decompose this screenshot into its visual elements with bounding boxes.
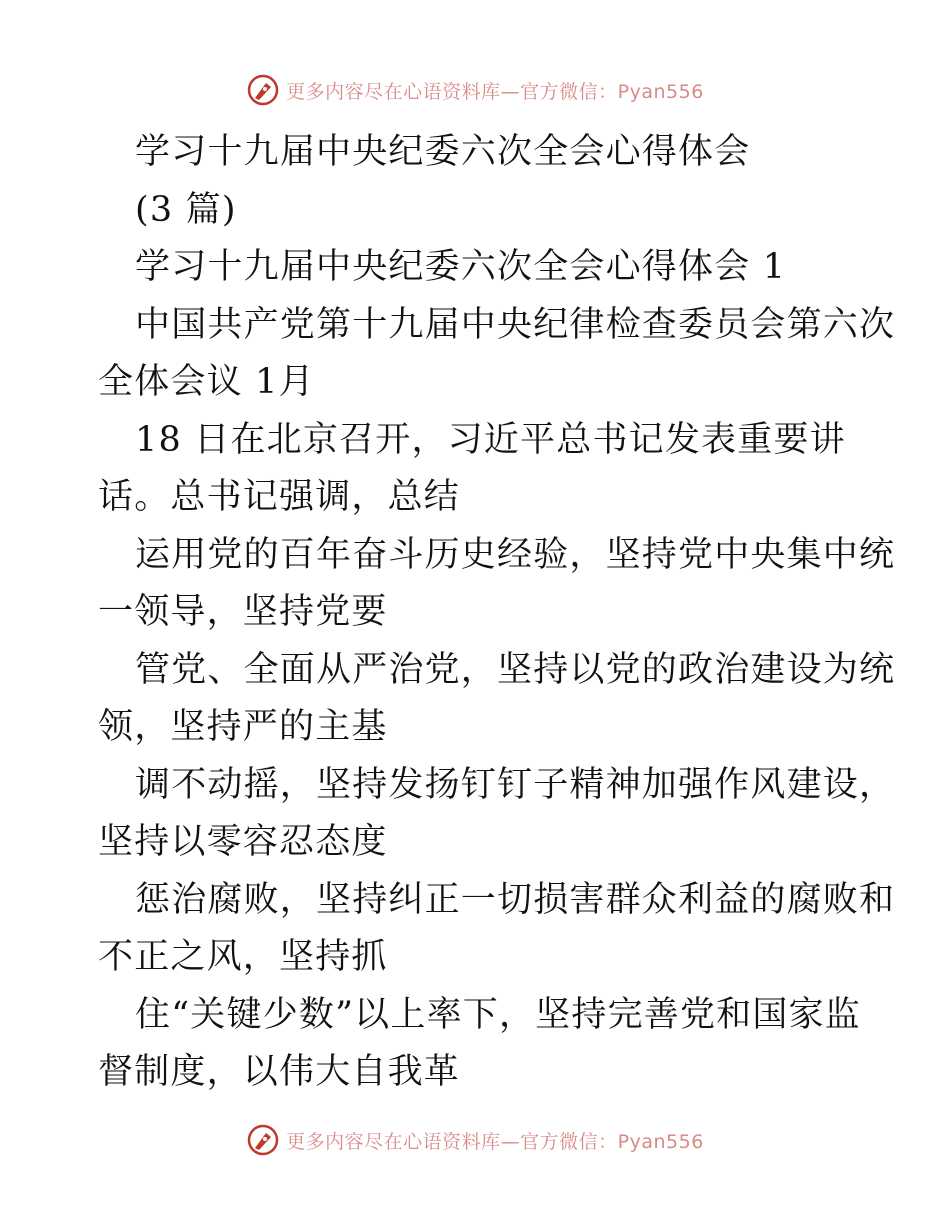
title-line-1: 学习十九届中央纪委六次全会心得体会: [135, 132, 751, 172]
title-line-2: (3 篇): [135, 190, 237, 230]
header-banner-text: 更多内容尽在心语资料库—官方微信：Pyan556: [286, 80, 704, 103]
paragraph-line: 话。总书记强调，总结: [98, 477, 461, 517]
paragraph-line: 督制度，以伟大自我革: [98, 1052, 461, 1092]
footer-banner: [0, 1120, 950, 1160]
pen-nib-logo-icon: [246, 1123, 280, 1157]
paragraph-line: 18 日在北京召开，习近平总书记发表重要讲: [135, 420, 846, 460]
section-heading: 学习十九届中央纪委六次全会心得体会 1: [135, 247, 787, 287]
paragraph-line: 全体会议 1月: [98, 362, 315, 402]
paragraph-line: 领，坚持严的主基: [98, 707, 388, 747]
paragraph-line: 坚持以零容忍态度: [98, 822, 388, 862]
paragraph-line: 中国共产党第十九届中央纪律检查委员会第六次: [135, 305, 896, 345]
paragraph-line: 住“关键少数”以上率下，坚持完善党和国家监: [135, 995, 861, 1035]
paragraph-line: 运用党的百年奋斗历史经验，坚持党中央集中统: [135, 535, 896, 575]
paragraph-line: 不正之风，坚持抓: [98, 937, 388, 977]
pen-nib-logo-icon: [246, 73, 280, 107]
footer-banner-text: 更多内容尽在心语资料库—官方微信：Pyan556: [286, 1130, 704, 1153]
paragraph-line: 调不动摇，坚持发扬钉钉子精神加强作风建设，: [135, 765, 896, 805]
paragraph-line: 一领导，坚持党要: [98, 592, 388, 632]
paragraph-line: 惩治腐败，坚持纠正一切损害群众利益的腐败和: [135, 880, 896, 920]
header-banner: [0, 70, 950, 110]
paragraph-line: 管党、全面从严治党，坚持以党的政治建设为统: [135, 650, 896, 690]
